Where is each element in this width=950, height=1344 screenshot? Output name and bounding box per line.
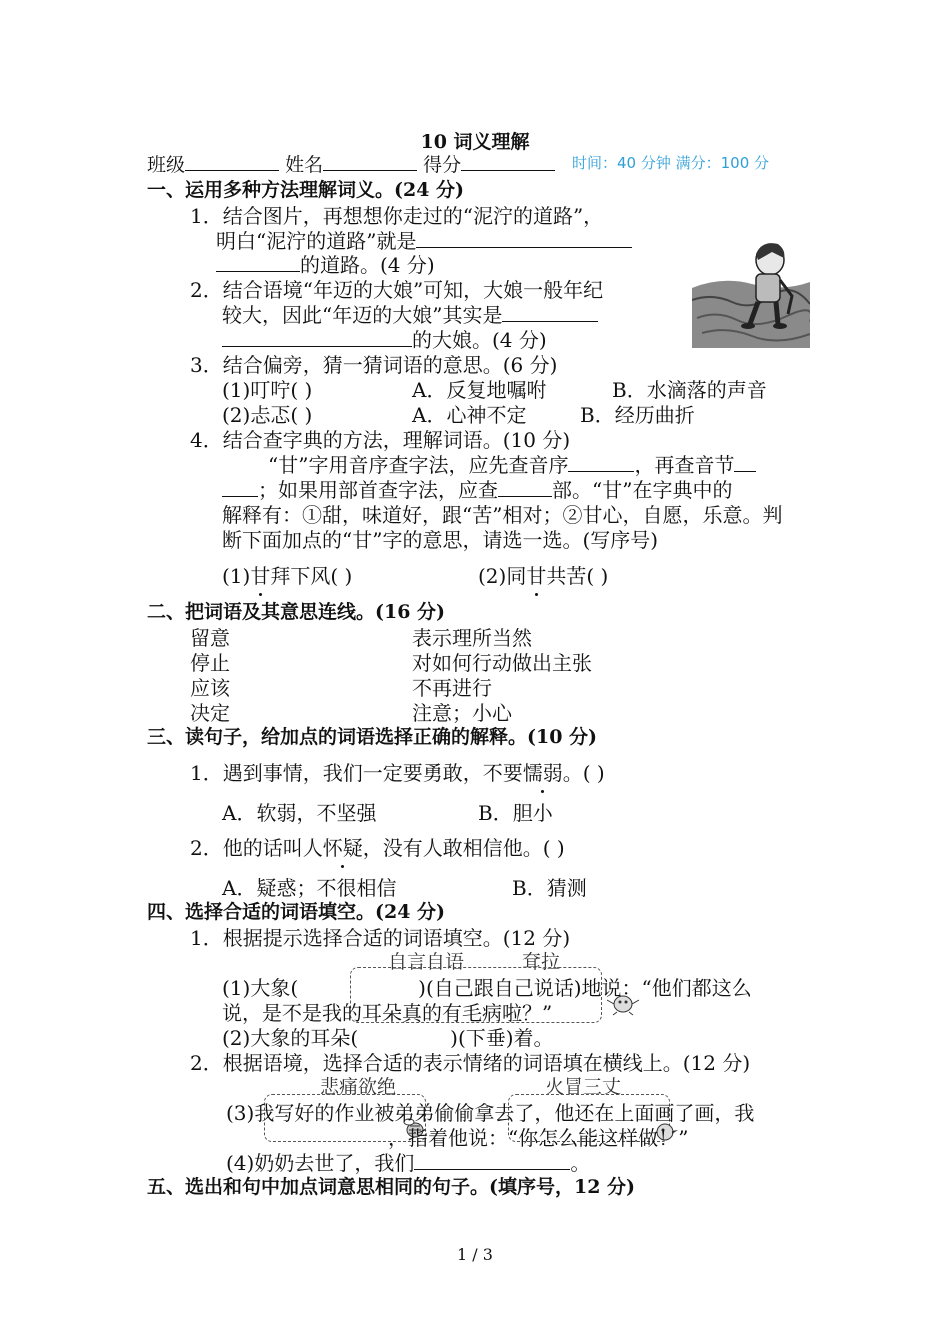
s3-q2-opt2[interactable]: B．猜测 [512, 876, 587, 900]
s1-q3b-opt1[interactable]: A．心神不定 [412, 403, 527, 427]
s4-q2: 2．根据语境，选择合适的表示情绪的词语填在横线上。(12 分) [190, 1051, 751, 1075]
s4-line6-pre: (4)奶奶去世了，我们 [226, 1151, 415, 1175]
s3-q1 [190, 757, 605, 786]
match-right-1[interactable]: 表示理所当然 [412, 626, 532, 650]
word-choice-2a: 悲痛欲绝 [320, 1076, 397, 1098]
s4-q1: 1．根据提示选择合适的词语填空。(12 分) [190, 926, 571, 950]
s1-q4b-pre: (2)同 [478, 564, 527, 588]
s1-q4-line1: 4．结合查字典的方法，理解词语。(10 分) [190, 428, 571, 452]
s1-q4b-post: 共苦( ) [546, 564, 609, 588]
s4-line5-text: ，指着他说：“你怎么能这样做！” [388, 1126, 689, 1150]
s3-q1-pre: 1．遇到事情，我们一定要勇敢，不要 [190, 761, 523, 785]
s1-q2-line1: 2．结合语境“年迈的大娘”可知，大娘一般年纪 [190, 278, 604, 302]
match-left-2[interactable]: 停止 [190, 651, 230, 675]
s3-q2-post: ，没有人敢相信他。( ) [362, 836, 565, 860]
s1-q4-text-d: 部。“甘”在字典中的 [552, 478, 733, 502]
s3-q2-opt1[interactable]: A．疑惑；不很相信 [222, 876, 397, 900]
s1-q3b-opt2[interactable]: B．经历曲折 [580, 403, 695, 427]
class-field[interactable] [185, 152, 279, 171]
section-2-heading: 二、把词语及其意思连线。(16 分) [147, 601, 446, 623]
score-label: 得分 [423, 154, 462, 176]
s4-blank-3[interactable] [268, 1127, 388, 1145]
s1-q4-text-c: ；如果用部首查字法，应查 [258, 478, 498, 502]
s1-q4-line4: 解释有：①甜，味道好，跟“苦”相对；②甘心，自愿，乐意。判 [222, 503, 783, 527]
s4-line2: 说，是不是我的耳朵真的有毛病啦？” [222, 1001, 553, 1025]
class-label-row [147, 150, 555, 177]
s4-line3-pre: (2)大象的耳朵( [222, 1026, 359, 1050]
s1-q2-text: 较大，因此“年迈的大娘”其实是 [222, 303, 503, 327]
s1-q4-blank-yinjie-cont[interactable] [222, 478, 258, 497]
s3-q1-post: 。( ) [562, 761, 605, 785]
s4-line1-post: )(自己跟自己说话)地说：“他们都这么 [418, 976, 752, 1000]
s1-q3-line1: 3．结合偏旁，猜一猜词语的意思。(6 分) [190, 353, 558, 377]
s1-q4a-post: 拜下风( ) [270, 564, 353, 588]
match-right-4[interactable]: 注意；小心 [412, 701, 512, 725]
s4-line3-post: )(下垂)着。 [450, 1026, 554, 1050]
s4-line6-post: 。 [570, 1151, 591, 1175]
s1-q3a-opt2[interactable]: B．水滴落的声音 [612, 378, 767, 402]
word-choice-2b: 火冒三丈 [545, 1076, 622, 1098]
s1-q4a-pre: (1) [222, 564, 251, 588]
s3-q1-dotted: 懦弱 [522, 761, 563, 785]
s1-q4-text-a: “甘”字用音序查字法，应先查音序 [268, 453, 569, 477]
s1-q3a-opt1[interactable]: A．反复地嘱咐 [412, 378, 547, 402]
s1-q1-tail: 的道路。(4 分) [300, 253, 435, 277]
s1-q1-blank[interactable] [416, 229, 632, 248]
s1-q2-tail: 的大娘。(4 分) [412, 328, 547, 352]
s1-q4a [222, 560, 352, 589]
time-info: 时间：40 分钟 满分：100 分 [572, 154, 770, 172]
match-left-3[interactable]: 应该 [190, 676, 230, 700]
word-choice-1b: 耷拉 [522, 951, 561, 973]
match-right-3[interactable]: 不再进行 [412, 676, 492, 700]
s1-q4a-dotted: 甘 [250, 564, 271, 588]
s4-blank-4[interactable] [414, 1151, 570, 1170]
s1-q3a: (1)叮咛( ) [222, 378, 313, 402]
page-number: 1 / 3 [457, 1245, 493, 1264]
s3-q1-opt2[interactable]: B．胆小 [478, 801, 553, 825]
s1-q1-text: 明白“泥泞的道路”就是 [216, 229, 417, 253]
page-title: 10 词义理解 [420, 131, 530, 153]
s1-q4b-dotted: 甘 [526, 564, 547, 588]
s1-q4-blank-bushou[interactable] [498, 478, 552, 497]
section-4-heading: 四、选择合适的词语填空。(24 分) [147, 901, 446, 923]
class-label: 班级 [147, 154, 186, 176]
s1-q4-blank-yinxu[interactable] [568, 453, 634, 472]
section-3-heading: 三、读句子，给加点的词语选择正确的解释。(10 分) [147, 726, 598, 748]
name-label: 姓名 [285, 154, 324, 176]
word-choice-1a: 自言自语 [388, 951, 465, 973]
section-5-heading: 五、选出和句中加点词意思相同的句子。(填序号，12 分) [147, 1176, 636, 1198]
s1-q4-blank-yinjie[interactable] [734, 453, 756, 472]
match-left-1[interactable]: 留意 [190, 626, 230, 650]
muddy-road-illustration [692, 238, 810, 348]
s3-q2 [190, 832, 565, 861]
s4-line1-pre: (1)大象( [222, 976, 299, 1000]
score-field[interactable] [461, 152, 555, 171]
s1-q4-line5: 断下面加点的“甘”字的意思，请选一选。(写序号) [222, 528, 659, 552]
match-right-2[interactable]: 对如何行动做出主张 [412, 651, 592, 675]
s1-q1-line1: 1．结合图片，再想想你走过的“泥泞的道路”， [190, 204, 604, 228]
s1-q2-blank2[interactable] [222, 328, 412, 347]
section-1-heading: 一、运用多种方法理解词义。(24 分) [147, 179, 465, 201]
match-left-4[interactable]: 决定 [190, 701, 230, 725]
name-field[interactable] [323, 152, 417, 171]
s1-q4b [478, 560, 608, 589]
s3-q1-opt1[interactable]: A．软弱，不坚强 [222, 801, 377, 825]
s3-q2-pre: 2．他的话叫人 [190, 836, 323, 860]
s1-q3b: (2)忐忑( ) [222, 403, 313, 427]
s1-q4-text-b: ，再查音节 [634, 453, 735, 477]
s1-q2-blank[interactable] [502, 303, 598, 322]
s1-q1-blank2[interactable] [216, 253, 300, 272]
s3-q2-dotted: 怀疑 [322, 836, 363, 860]
s4-line4: (3)我写好的作业被弟弟偷偷拿去了，他还在上面画了画，我 [226, 1101, 755, 1125]
